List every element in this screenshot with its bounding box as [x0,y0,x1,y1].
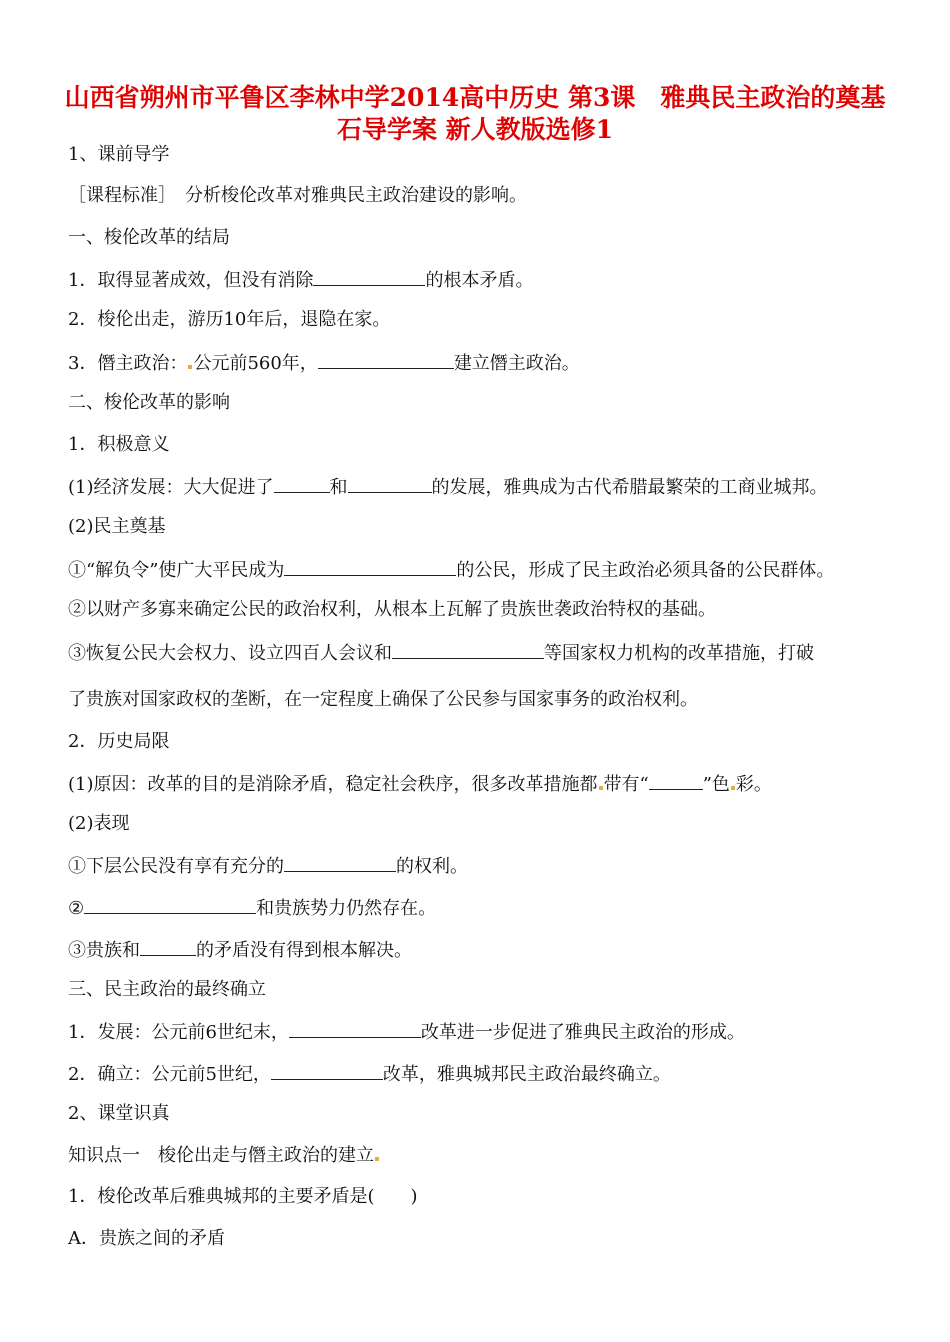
curriculum-standard: ［课程标准］ 分析梭伦改革对雅典民主政治建设的影响。 [68,185,527,206]
fill-blank[interactable] [318,350,454,369]
item-remaining-forces: ② 和贵族势力仍然存在。 [68,895,436,921]
fill-blank[interactable] [348,474,432,493]
fill-blank[interactable] [313,267,425,286]
item-manifestation: (2)表现 [68,813,130,834]
item-lower-citizens: ①下层公民没有享有充分的 的权利。 [68,853,468,879]
fill-blank[interactable] [274,474,330,493]
fill-blank[interactable] [284,557,456,576]
item-economic-development: (1)经济发展：大大促进了 和 的发展，雅典成为古代希腊最繁荣的工商业城邦。 [68,474,828,500]
section-heading-in-class: 2、课堂识真 [68,1103,170,1124]
mark-dot [188,365,192,369]
item-establishment: 2．确立：公元前5世纪， 改革，雅典城邦民主政治最终确立。 [68,1061,671,1087]
item-democracy-foundation: (2)民主奠基 [68,516,166,537]
question-1-option-a: A．贵族之间的矛盾 [68,1228,225,1249]
mark-dot [599,786,603,790]
item-historical-limits: 2．历史局限 [68,731,170,752]
fill-blank[interactable] [284,853,396,872]
item-2-outcome: 2．梭伦出走，游历10年后，退隐在家。 [68,309,391,330]
item-3-tyranny: 3．僭主政治： 公元前560年， 建立僭主政治。 [68,350,580,376]
question-1: 1．梭伦改革后雅典城邦的主要矛盾是( ) [68,1186,418,1207]
knowledge-point-1: 知识点一 梭伦出走与僭主政治的建立 [68,1144,380,1168]
section-heading-pre-class: 1、课前导学 [68,144,170,165]
fill-blank[interactable] [84,895,256,914]
fill-blank[interactable] [271,1061,383,1080]
item-development: 1．发展：公元前6世纪末， 改革进一步促进了雅典民主政治的形成。 [68,1019,745,1045]
item-unresolved-conflict: ③贵族和 的矛盾没有得到根本解决。 [68,937,412,963]
document-title: 山西省朔州市平鲁区李林中学2014高中历史 第3课 雅典民主政治的奠基石导学案 新人教版选修1 [64,83,886,144]
heading-democracy-established: 三、民主政治的最终确立 [68,979,266,1000]
item-assembly-reform-cont: 了贵族对国家政权的垄断，在一定程度上确保了公民参与国家事务的政治权利。 [68,689,698,710]
fill-blank[interactable] [392,640,544,659]
fill-blank[interactable] [289,1019,421,1038]
item-assembly-reform: ③恢复公民大会权力、设立四百人会议和 等国家权力机构的改革措施，打破 [68,640,814,666]
item-property-rights: ②以财产多寡来确定公民的政治权利，从根本上瓦解了贵族世袭政治特权的基础。 [68,599,716,620]
mark-dot [731,786,735,790]
fill-blank[interactable] [649,771,703,790]
item-1-outcome: 1．取得显著成效，但没有消除 的根本矛盾。 [68,267,533,293]
item-debt-relief: ①“解负令”使广大平民成为 的公民，形成了民主政治必须具备的公民群体。 [68,557,834,583]
heading-solon-outcome: 一、梭伦改革的结局 [68,227,230,248]
fill-blank[interactable] [140,937,196,956]
mark-dot [375,1157,379,1161]
item-positive-significance: 1．积极意义 [68,434,170,455]
heading-solon-impact: 二、梭伦改革的影响 [68,392,230,413]
item-cause: (1)原因：改革的目的是消除矛盾，稳定社会秩序，很多改革措施都 带有“ ”色 彩。 [68,771,772,797]
